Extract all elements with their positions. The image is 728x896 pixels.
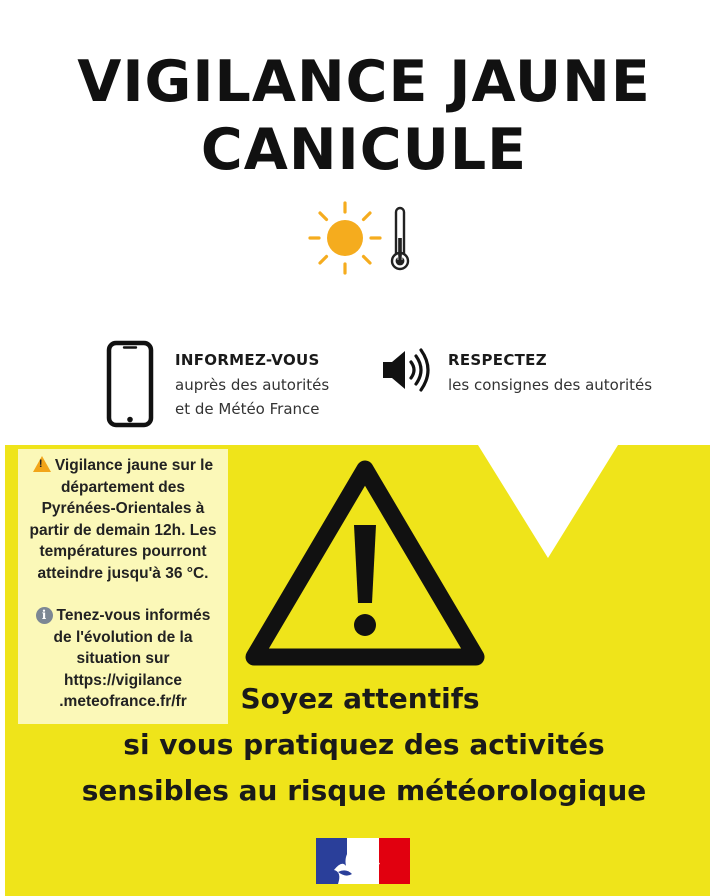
alert-line: températures pourront — [39, 543, 207, 560]
info-line: Tenez-vous informés — [56, 607, 211, 624]
alert-line: Vigilance jaune sur le — [54, 457, 214, 474]
title-line-1: VIGILANCE JAUNE — [77, 49, 651, 115]
smartphone-icon — [106, 340, 154, 428]
vigilance-link[interactable]: .meteofrance.fr/fr — [59, 693, 187, 710]
respect-line-1: les consignes des autorités — [448, 376, 653, 394]
marianne-logo — [316, 838, 410, 884]
inform-title: INFORMEZ-VOUS — [175, 351, 320, 369]
hero-icons — [305, 198, 425, 278]
alert-line: atteindre jusqu'à 36 °C. — [37, 564, 209, 582]
inform-line-1: auprès des autorités — [175, 376, 330, 394]
message-line-1: Soyez attentifs — [240, 682, 480, 715]
alert-line: Pyrénées-Orientales à — [41, 500, 205, 517]
vigilance-link[interactable]: https://vigilance — [64, 671, 182, 689]
message-line-3: sensibles au risque météorologique — [81, 774, 647, 807]
info-line: de l'évolution de la — [53, 628, 193, 646]
title-line-2: CANICULE — [200, 117, 528, 183]
speaker-icon — [380, 345, 432, 395]
respect-title: RESPECTEZ — [448, 351, 547, 369]
alert-line: département des — [60, 478, 186, 496]
warning-icon — [33, 456, 51, 472]
info-line: situation sur — [76, 650, 170, 667]
thermometer-icon — [392, 208, 408, 269]
alert-paragraph — [24, 454, 222, 584]
sun-icon — [310, 203, 380, 273]
inform-line-2: et de Météo France — [175, 400, 320, 418]
message-line-2: si vous pratiquez des activités — [123, 728, 605, 761]
warning-triangle-icon — [240, 455, 490, 670]
alert-line: partir de demain 12h. Les — [29, 521, 217, 539]
info-icon: i — [36, 607, 53, 624]
